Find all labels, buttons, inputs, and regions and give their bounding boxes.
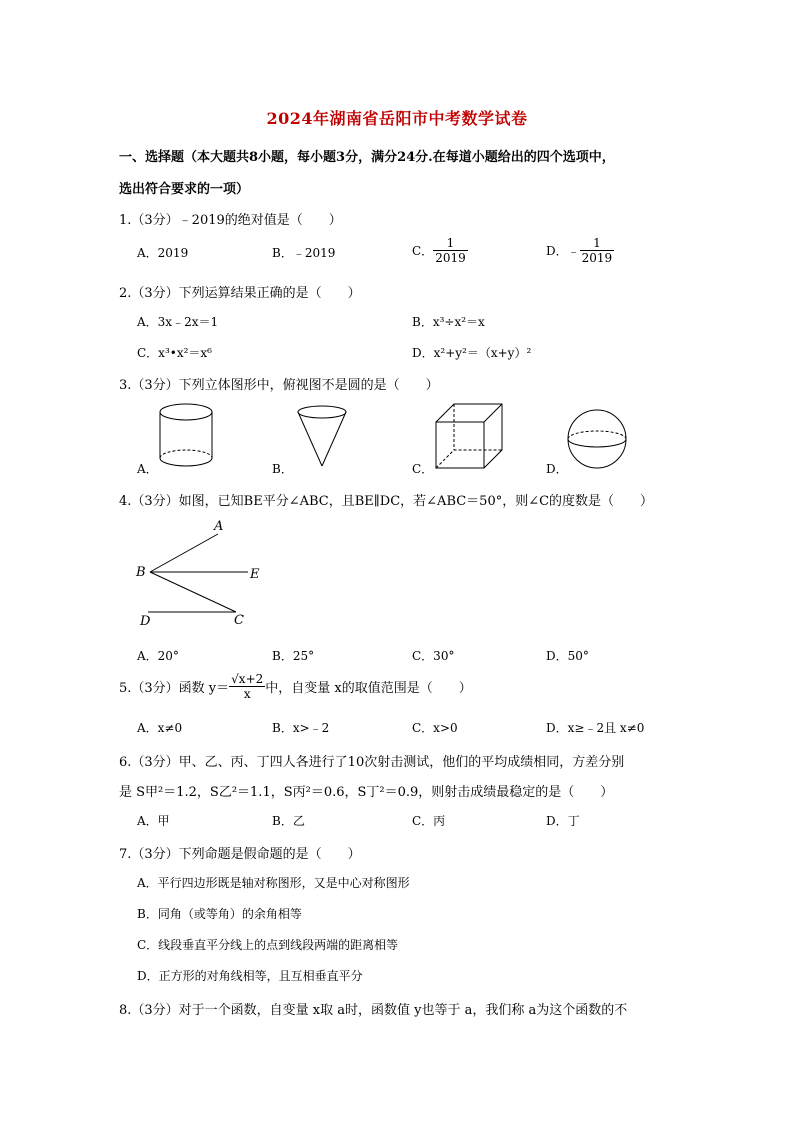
q2-stem: 2.（3分）下列运算结果正确的是（ ） — [119, 286, 361, 301]
q1-option-c-fraction: $\frac{1}{2019}$ — [435, 236, 466, 265]
q6-line2: 是 S甲²＝1.2，S乙²＝1.1，S丙²＝0.6，S丁²＝0.9，则射击成绩最稳定的是（ ） — [119, 785, 614, 800]
q6-option-d: D．丁 — [546, 814, 580, 828]
label-B: B — [136, 565, 146, 580]
q5-stem: 5.（3分）函数 y＝ $\frac{√x+2}{x}$ 中，自变量 x的取值范围是（ ） — [119, 672, 472, 701]
sphere-figure — [566, 408, 630, 472]
q7-option-b: B．同角（或等角）的余角相等 — [137, 907, 302, 921]
q1-option-c: C． $\frac{1}{2019}$ — [412, 236, 466, 265]
label-D: D — [140, 614, 151, 629]
q4-angle-figure — [132, 514, 272, 630]
q7-option-d: D．正方形的对角线相等，且互相垂直平分 — [137, 969, 363, 983]
section-heading-line1: 一、选择题（本大题共8小题，每小题3分，满分24分.在每道小题给出的四个选项中， — [119, 150, 615, 165]
label-E: E — [250, 567, 260, 582]
q1-option-d: D．﹣ $\frac{1}{2019}$ — [546, 236, 613, 265]
q5-fraction: $\frac{√x+2}{x}$ — [231, 672, 264, 701]
q6-option-b: B．乙 — [272, 814, 305, 828]
q5-option-a: A．x≠0 — [137, 721, 183, 735]
q4-option-a: A．20° — [137, 649, 179, 663]
q8-stem: 8.（3分）对于一个函数，自变量 x取 a时，函数值 y也等于 a，我们称 a为这个函数的不 — [119, 1003, 628, 1018]
q3-option-c: C． — [412, 462, 434, 476]
q2-option-d: D．x²+y²＝（x+y）² — [412, 346, 532, 360]
cube-figure — [434, 402, 506, 472]
q3-option-b: B． — [272, 462, 293, 476]
q1-option-b: B．﹣2019 — [272, 246, 336, 260]
q6-option-c: C．丙 — [412, 814, 446, 828]
q7-option-c: C．线段垂直平分线上的点到线段两端的距离相等 — [137, 938, 399, 952]
page-title: 2024年湖南省岳阳市中考数学试卷 — [266, 109, 528, 128]
q2-option-a: A．3x﹣2x＝1 — [137, 315, 219, 329]
q1-option-a: A．2019 — [137, 246, 189, 260]
q2-option-b: B．x³÷x²＝x — [412, 315, 485, 329]
q6-option-a: A．甲 — [137, 814, 170, 828]
q4-option-c: C．30° — [412, 649, 455, 663]
q3-option-d: D． — [546, 462, 568, 476]
q6-line1: 6.（3分）甲、乙、丙、丁四人各进行了10次射击测试，他们的平均成绩相同，方差分别 — [119, 755, 625, 770]
cone-figure — [296, 404, 352, 470]
label-C: C — [234, 613, 244, 628]
q2-option-c: C．x³•x²＝x⁶ — [137, 346, 212, 360]
q3-stem: 3.（3分）下列立体图形中，俯视图不是圆的是（ ） — [119, 378, 439, 393]
label-A: A — [214, 519, 224, 534]
q5-option-b: B．x>﹣2 — [272, 721, 330, 735]
q1-stem: 1.（3分）﹣2019的绝对值是（ ） — [119, 213, 342, 228]
q4-option-b: B．25° — [272, 649, 315, 663]
q3-option-a: A． — [137, 462, 158, 476]
section-heading-line2: 选出符合要求的一项） — [119, 182, 250, 197]
cylinder-figure — [158, 402, 218, 472]
q1-option-d-fraction: $\frac{1}{2019}$ — [581, 236, 613, 265]
q7-option-a: A．平行四边形既是轴对称图形，又是中心对称图形 — [137, 876, 410, 890]
q4-option-d: D．50° — [546, 649, 589, 663]
q5-option-c: C．x>0 — [412, 721, 458, 735]
q4-stem: 4.（3分）如图，已知BE平分∠ABC，且BE∥DC，若∠ABC＝50°，则∠C的度数是（ ） — [119, 494, 654, 509]
q5-option-d: D．x≥﹣2且 x≠0 — [546, 721, 645, 735]
q7-stem: 7.（3分）下列命题是假命题的是（ ） — [119, 847, 361, 862]
